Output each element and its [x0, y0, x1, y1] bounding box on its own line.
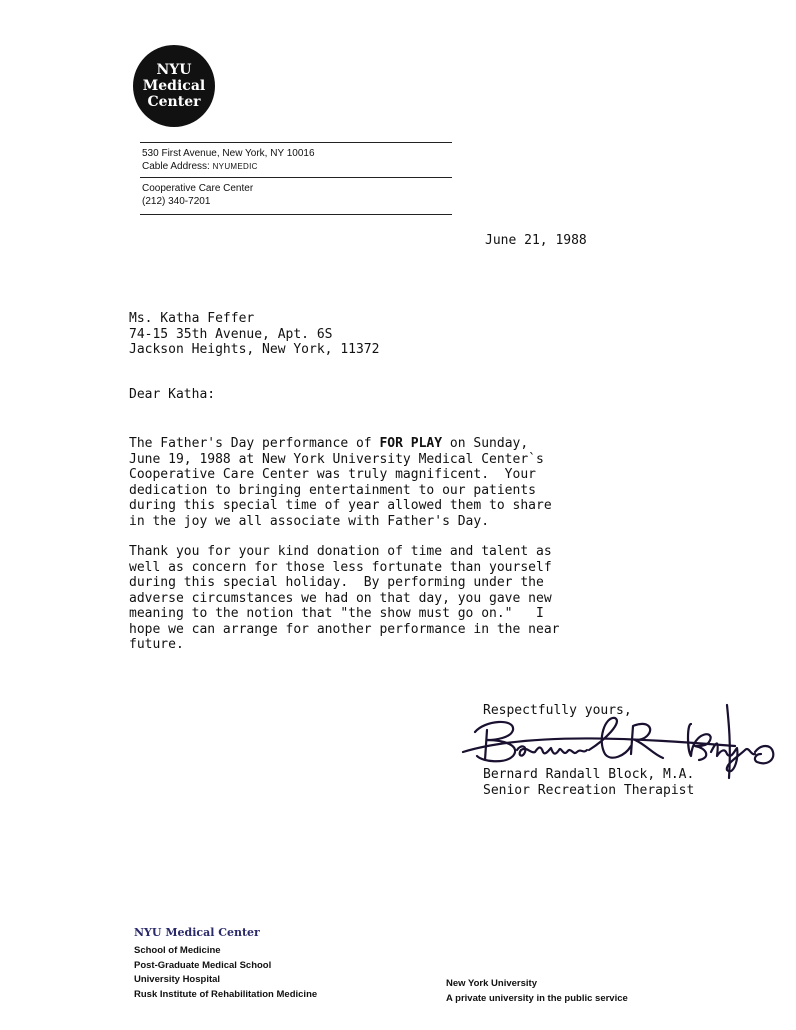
- logo-line-3: Center: [147, 94, 201, 110]
- body-paragraph-1: [129, 436, 552, 529]
- header-address-block: [142, 147, 315, 173]
- header-rule-2: [140, 177, 452, 178]
- letter-date: June 21, 1988: [485, 233, 587, 248]
- signer-name: Bernard Randall Block, M.A.: [483, 767, 695, 782]
- body-paragraph-2: [129, 544, 559, 653]
- header-cable-line: [142, 160, 315, 173]
- header-department-block: [142, 182, 253, 208]
- recipient-line-2: 74-15 35th Avenue, Apt. 6S: [129, 326, 333, 342]
- paragraph2-line: well as concern for those less fortunate than yourself: [129, 559, 552, 575]
- paragraph1-line: Cooperative Care Center was truly magnificent. Your: [129, 467, 536, 482]
- footer-school: Rusk Institute of Rehabilitation Medicine: [134, 988, 318, 1000]
- logo-line-1: NYU: [156, 62, 192, 78]
- paragraph1-line-1a: The Father's Day performance of: [129, 436, 380, 451]
- footer-title: NYU Medical Center: [134, 926, 260, 939]
- paragraph1-line: in the joy we all associate with Father's Day.: [129, 513, 490, 529]
- paragraph2-line: hope we can arrange for another performance in the near: [129, 621, 560, 637]
- nyu-medical-center-logo: [133, 45, 215, 127]
- cable-prefix: Cable Address:: [142, 161, 213, 172]
- header-department: Cooperative Care Center: [142, 183, 254, 194]
- paragraph1-line-1: [129, 436, 552, 452]
- header-rule-3: [140, 214, 452, 215]
- salutation: Dear Katha:: [129, 387, 216, 402]
- recipient-address: [129, 311, 379, 358]
- footer-school: Post-Graduate Medical School: [134, 959, 272, 971]
- header-address-line: 530 First Avenue, New York, NY 10016: [142, 148, 315, 159]
- logo-line-2: Medical: [142, 78, 206, 94]
- footer-tagline: A private university in the public service: [446, 992, 628, 1004]
- paragraph2-line: future.: [129, 637, 184, 652]
- recipient-line-3: Jackson Heights, New York, 11372: [129, 342, 380, 357]
- cable-code: NYUMEDIC: [212, 162, 258, 171]
- header-phone: (212) 340-7201: [142, 196, 211, 207]
- paragraph2-line: during this special holiday. By performing under the: [129, 575, 544, 590]
- footer-school: University Hospital: [134, 974, 221, 985]
- footer-schools: [134, 944, 317, 1002]
- closing: Respectfully yours,: [483, 703, 632, 718]
- show-title: FOR PLAY: [379, 436, 443, 451]
- signer-block: [483, 767, 694, 798]
- paragraph2-line: adverse circumstances we had on that day, you gave new: [129, 590, 552, 606]
- footer-school: School of Medicine: [134, 945, 221, 956]
- paragraph1-line: June 19, 1988 at New York University Medical Center`s: [129, 451, 544, 467]
- footer-university-block: [446, 977, 628, 1006]
- recipient-line-1: Ms. Katha Feffer: [129, 311, 255, 326]
- signer-title: Senior Recreation Therapist: [483, 782, 695, 798]
- paragraph1-line-1b: on Sunday,: [442, 436, 529, 451]
- paragraph1-line: during this special time of year allowed them to share: [129, 498, 552, 513]
- paragraph2-line: Thank you for your kind donation of time and talent as: [129, 544, 552, 559]
- paragraph1-line: dedication to bringing entertainment to our patients: [129, 482, 536, 498]
- footer-university: New York University: [446, 978, 537, 989]
- paragraph2-line: meaning to the notion that "the show must go on." I: [129, 606, 544, 621]
- header-rule-1: [140, 142, 452, 143]
